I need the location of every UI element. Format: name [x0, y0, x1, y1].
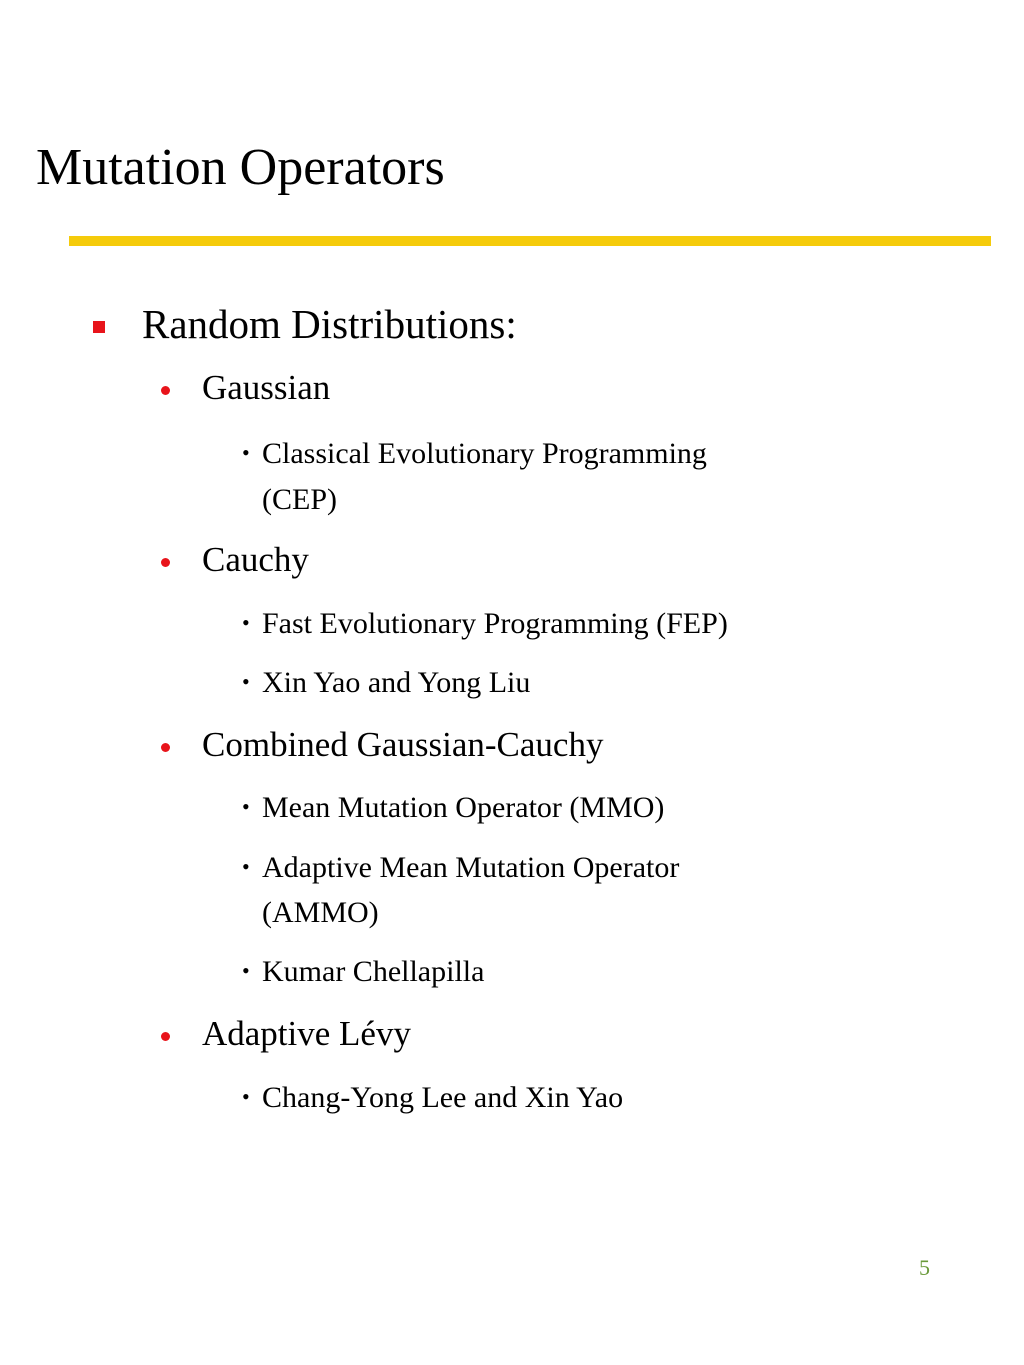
subbullet-kumar-chellapilla — [242, 949, 485, 994]
bullet-adaptive-levy — [202, 1012, 411, 1056]
small-dot-bullet-icon: • — [242, 1084, 250, 1109]
square-bullet-icon — [93, 321, 105, 333]
bullet-cauchy — [202, 538, 309, 582]
subbullet-label: Mean Mutation Operator (MMO) — [262, 791, 665, 824]
bullet-gaussian — [202, 366, 330, 410]
subbullet-cep-continued — [262, 477, 337, 522]
slide-title: Mutation Operators — [36, 139, 445, 196]
title-underline — [69, 236, 991, 246]
bullet-heading: Random Distributions: — [142, 301, 517, 347]
subbullet-label: Classical Evolutionary Programming — [262, 437, 707, 470]
bullet-label: Cauchy — [202, 540, 309, 579]
dot-bullet-icon — [161, 1032, 170, 1041]
subbullet-label: Adaptive Mean Mutation Operator — [262, 851, 680, 884]
dot-bullet-icon — [161, 558, 170, 567]
bullet-label: Adaptive Lévy — [202, 1014, 411, 1053]
dot-bullet-icon — [161, 743, 170, 752]
dot-bullet-icon — [161, 386, 170, 395]
bullet-label: Combined Gaussian-Cauchy — [202, 725, 604, 764]
subbullet-label: Fast Evolutionary Programming (FEP) — [262, 607, 728, 640]
bullet-random-distributions — [142, 298, 517, 350]
subbullet-ammo — [242, 845, 680, 890]
page-number: 5 — [919, 1255, 930, 1280]
bullet-label: Gaussian — [202, 368, 331, 407]
subbullet-label: (AMMO) — [262, 896, 379, 929]
small-dot-bullet-icon: • — [242, 854, 250, 879]
small-dot-bullet-icon: • — [242, 669, 250, 694]
small-dot-bullet-icon: • — [242, 610, 250, 635]
small-dot-bullet-icon: • — [242, 440, 250, 465]
subbullet-cep — [242, 431, 707, 476]
subbullet-label: Kumar Chellapilla — [262, 955, 485, 988]
subbullet-label: Chang-Yong Lee and Xin Yao — [262, 1081, 624, 1114]
subbullet-label: (CEP) — [262, 483, 337, 516]
subbullet-ammo-continued — [262, 890, 379, 935]
subbullet-xin-yao-yong-liu — [242, 660, 531, 705]
small-dot-bullet-icon: • — [242, 958, 250, 983]
small-dot-bullet-icon: • — [242, 794, 250, 819]
subbullet-label: Xin Yao and Yong Liu — [262, 666, 531, 699]
subbullet-chang-yong-lee-xin-yao — [242, 1075, 624, 1120]
subbullet-fep — [242, 601, 728, 646]
subbullet-mmo — [242, 785, 665, 830]
bullet-combined-gaussian-cauchy — [202, 723, 603, 767]
